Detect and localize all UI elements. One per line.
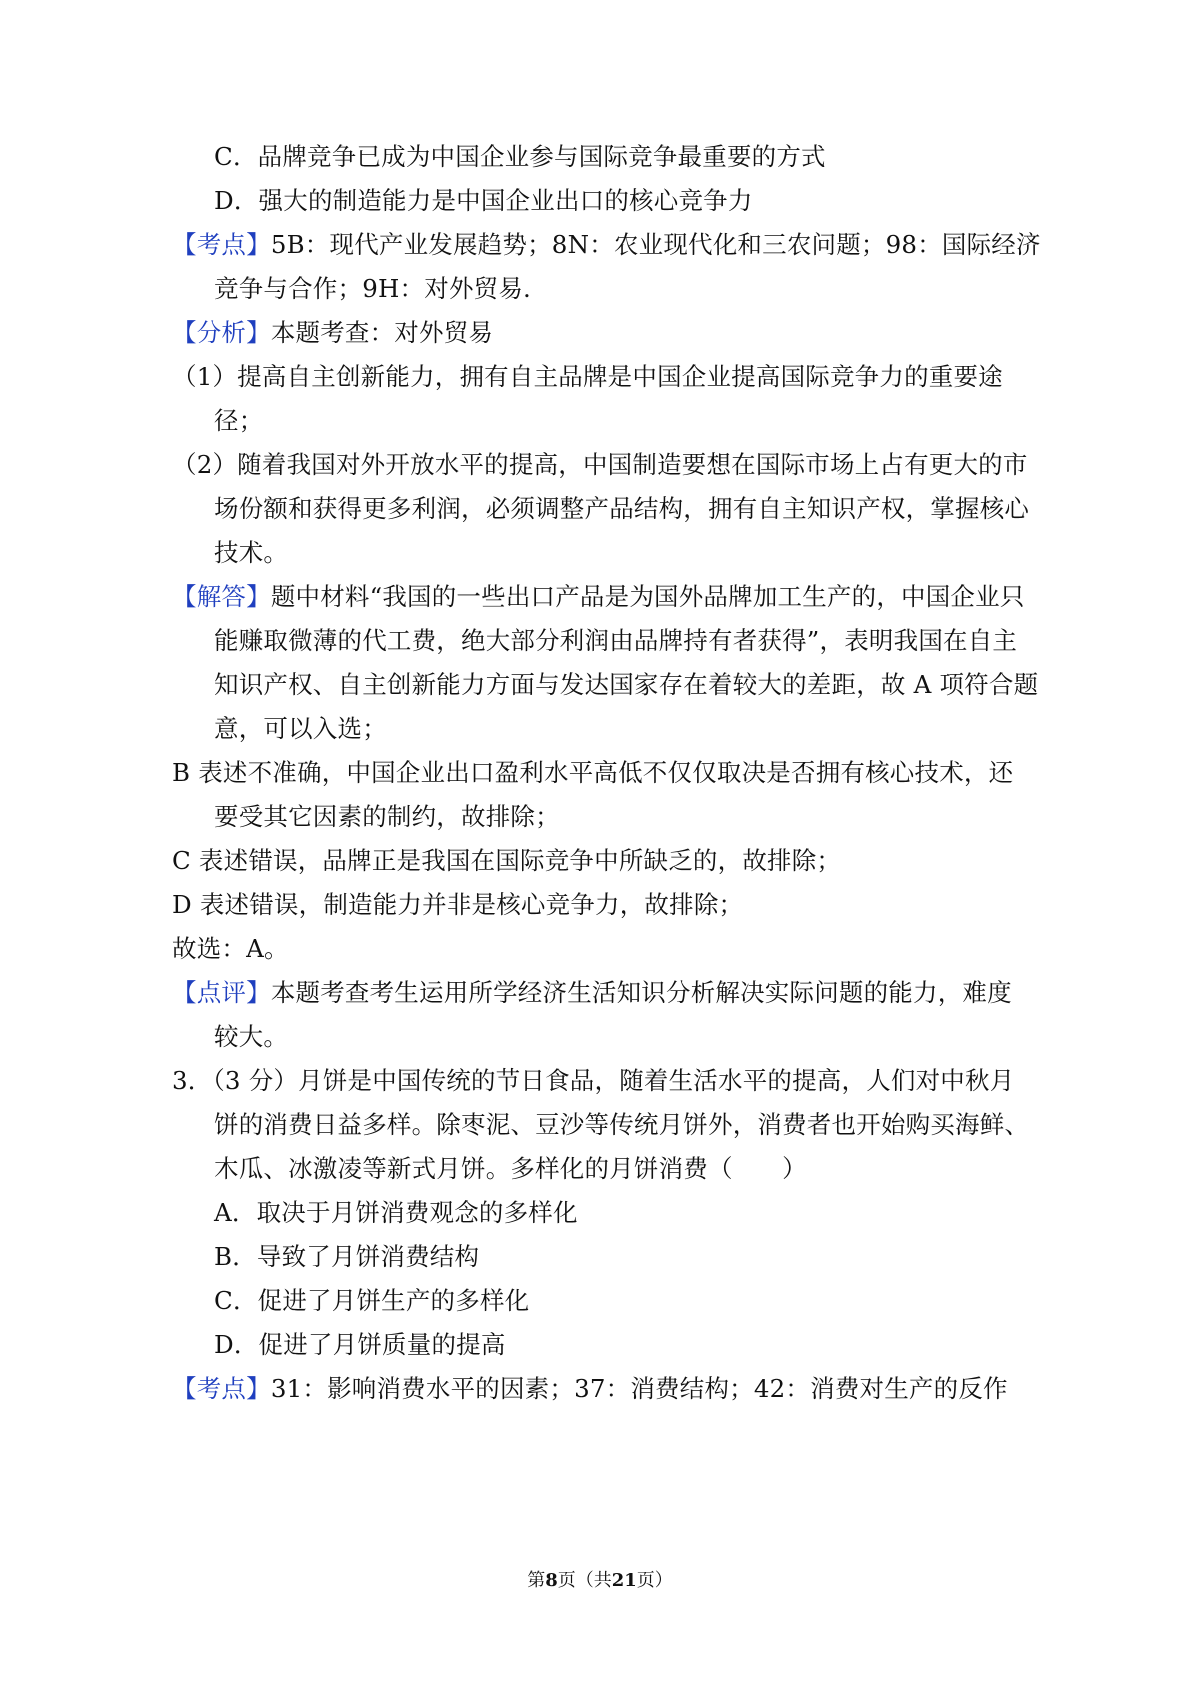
footer-page-number: 8	[545, 1570, 558, 1591]
footer-total-pages: 21	[611, 1570, 637, 1591]
jieda-b-line-continued: 要受其它因素的制约，故排除；	[214, 802, 560, 831]
question-3-option-b: B．导致了月饼消费结构	[214, 1242, 480, 1271]
fenxi-item-1: （1）提高自主创新能力，拥有自主品牌是中国企业提高国际竞争力的重要途	[172, 362, 1003, 391]
dianping-tag: 【点评】	[172, 978, 271, 1007]
question-3-stem-continued: 饼的消费日益多样。除枣泥、豆沙等传统月饼外，消费者也开始购买海鲜、	[214, 1110, 1030, 1139]
jieda-text-continued: 意，可以入选；	[214, 714, 387, 743]
question-3-option-a: A．取决于月饼消费观念的多样化	[214, 1198, 578, 1227]
kaodian-q3-tag: 【考点】	[172, 1374, 271, 1403]
dianping-section	[172, 969, 1012, 1017]
option-d: D．强大的制造能力是中国企业出口的核心竞争力	[214, 186, 753, 215]
page-footer	[0, 1566, 1200, 1596]
jieda-answer: 故选：A。	[172, 934, 289, 963]
fenxi-tag: 【分析】	[172, 318, 271, 347]
jieda-b-line: B 表述不准确，中国企业出口盈利水平高低不仅仅取决是否拥有核心技术，还	[172, 758, 1014, 787]
jieda-text: 题中材料“我国的一些出口产品是为国外品牌加工生产的，中国企业只	[270, 582, 1025, 611]
footer-middle: 页（共	[557, 1570, 612, 1591]
jieda-c-line: C 表述错误，品牌正是我国在国际竞争中所缺乏的，故排除；	[172, 846, 842, 875]
fenxi-item-2-continued: 技术。	[214, 538, 289, 567]
dianping-text-continued: 较大。	[214, 1022, 289, 1051]
kaodian-q3-text: 31：影响消费水平的因素；37：消费结构；42：消费对生产的反作	[270, 1374, 1008, 1403]
fenxi-section	[172, 309, 493, 357]
question-3-option-c: C．促进了月饼生产的多样化	[214, 1286, 530, 1315]
kaodian-section	[172, 221, 1041, 269]
question-3-option-d: D．促进了月饼质量的提高	[214, 1330, 506, 1359]
jieda-section	[172, 573, 1025, 621]
fenxi-item-2: （2）随着我国对外开放水平的提高，中国制造要想在国际市场上占有更大的市	[172, 450, 1028, 479]
dianping-text: 本题考查考生运用所学经济生活知识分析解决实际问题的能力，难度	[270, 978, 1012, 1007]
kaodian-q3-section	[172, 1365, 1008, 1413]
jieda-tag: 【解答】	[172, 582, 271, 611]
kaodian-text-continued: 竞争与合作；9H：对外贸易.	[214, 274, 532, 303]
footer-prefix: 第	[527, 1570, 546, 1591]
fenxi-item-2-continued: 场份额和获得更多利润，必须调整产品结构，拥有自主知识产权，掌握核心	[214, 494, 1030, 523]
fenxi-text: 本题考查：对外贸易	[270, 318, 494, 347]
jieda-text-continued: 知识产权、自主创新能力方面与发达国家存在着较大的差距，故 A 项符合题	[214, 670, 1039, 699]
jieda-d-line: D 表述错误，制造能力并非是核心竞争力，故排除；	[172, 890, 744, 919]
footer-suffix: 页）	[636, 1570, 673, 1591]
question-3-stem-continued: 木瓜、冰激凌等新式月饼。多样化的月饼消费（ ）	[214, 1154, 807, 1183]
kaodian-tag: 【考点】	[172, 230, 271, 259]
kaodian-text: 5B：现代产业发展趋势；8N：农业现代化和三农问题；98：国际经济	[270, 230, 1041, 259]
jieda-text-continued: 能赚取微薄的代工费，绝大部分利润由品牌持有者获得”，表明我国在自主	[214, 626, 1018, 655]
option-c: C．品牌竞争已成为中国企业参与国际竞争最重要的方式	[214, 142, 826, 171]
question-3-stem: 3．（3 分）月饼是中国传统的节日食品，随着生活水平的提高，人们对中秋月	[172, 1066, 1015, 1095]
fenxi-item-1-continued: 径；	[214, 406, 264, 435]
